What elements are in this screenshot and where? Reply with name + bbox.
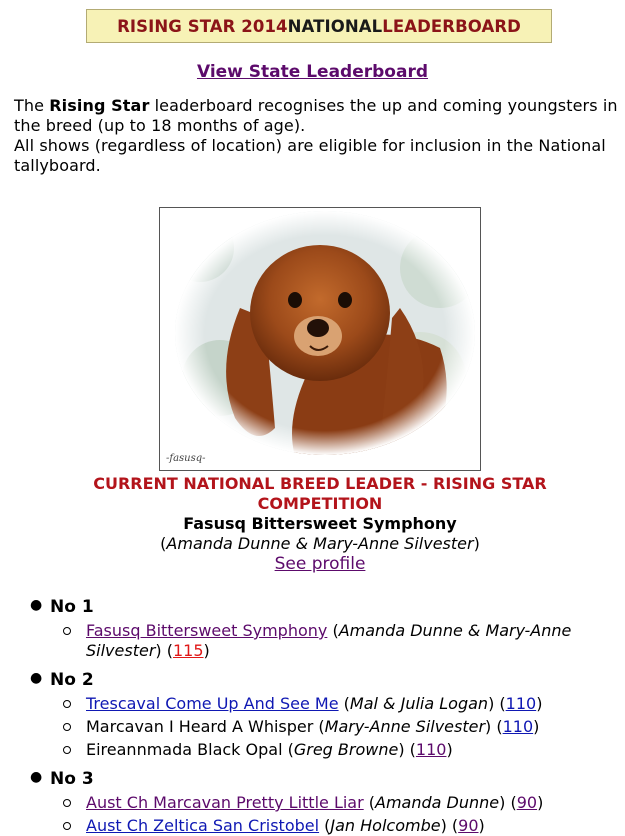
bullet-icon: ● xyxy=(30,597,43,613)
circle-bullet-icon xyxy=(63,822,71,830)
dog-link[interactable]: Aust Ch Marcavan Pretty Little Liar xyxy=(86,793,364,812)
dog-name: Eireannmada Black Opal xyxy=(86,740,283,759)
rank-group xyxy=(30,669,620,760)
title-part-3: LEADERBOARD xyxy=(382,16,521,36)
owner-text: Amanda Dunne & Mary-Anne Silvester xyxy=(86,621,572,660)
paren: ) ( xyxy=(485,717,503,736)
points-link[interactable]: 110 xyxy=(505,694,537,713)
owners-open-paren: ( xyxy=(160,534,167,553)
paren: ( xyxy=(327,621,339,640)
dog-link[interactable]: Trescaval Come Up And See Me xyxy=(86,694,339,713)
owner-text: Mal & Julia Logan xyxy=(349,694,489,713)
title-part-1: RISING STAR 2014 xyxy=(117,16,288,36)
dog-link[interactable]: Fasusq Bittersweet Symphony xyxy=(86,621,328,640)
points-link[interactable]: 110 xyxy=(415,740,447,759)
page-title xyxy=(86,9,552,43)
circle-bullet-icon xyxy=(63,723,71,731)
owner-text: Greg Browne xyxy=(293,740,399,759)
dog-link[interactable]: Aust Ch Zeltica San Cristobel xyxy=(86,816,320,835)
paren: ) ( xyxy=(440,816,459,835)
paren: ) ( xyxy=(398,740,416,759)
paren: ) xyxy=(536,694,543,713)
rank-entries xyxy=(50,793,620,836)
see-profile-link[interactable]: See profile xyxy=(274,554,366,574)
rank-label: No 3 xyxy=(50,769,94,789)
photo-watermark: -fasusq- xyxy=(166,453,206,464)
owner-text: Amanda Dunne xyxy=(375,793,500,812)
paren: ) ( xyxy=(499,793,517,812)
rank-entries xyxy=(50,621,620,661)
intro-text xyxy=(14,96,622,176)
paren: ) ( xyxy=(155,641,173,660)
paren: ) xyxy=(446,740,453,759)
intro-text-2: leaderboard recognises the up and coming youngsters in the breed (up to 18 months of age). xyxy=(14,96,618,135)
title-part-2: NATIONAL xyxy=(287,16,383,36)
paren: ) xyxy=(537,793,544,812)
paren: ( xyxy=(282,740,294,759)
paren: ( xyxy=(338,694,350,713)
points-link[interactable]: 115 xyxy=(172,641,204,660)
list-item xyxy=(50,740,620,760)
intro-paragraph-1 xyxy=(14,96,622,136)
dog-name: Marcavan I Heard A Whisper xyxy=(86,717,314,736)
owner-text: Mary-Anne Silvester xyxy=(324,717,486,736)
bullet-icon: ● xyxy=(30,670,43,686)
circle-bullet-icon xyxy=(63,799,71,807)
view-state-leaderboard-link[interactable]: View State Leaderboard xyxy=(196,62,429,82)
paren: ) ( xyxy=(488,694,506,713)
list-item xyxy=(50,694,620,714)
rankings-list xyxy=(30,596,620,836)
rank-label: No 2 xyxy=(50,670,94,690)
breed-leader-heading: CURRENT NATIONAL BREED LEADER - RISING STAR COMPETITION xyxy=(93,474,547,513)
leader-dog-photo xyxy=(159,207,481,471)
rank-group xyxy=(30,768,620,836)
dog-illustration xyxy=(160,208,480,470)
rank-group xyxy=(30,596,620,661)
breed-leader-name: Fasusq Bittersweet Symphony xyxy=(183,514,457,533)
list-item xyxy=(50,717,620,737)
intro-text-1: The xyxy=(14,96,50,115)
paren: ) xyxy=(478,816,485,835)
circle-bullet-icon xyxy=(63,627,71,635)
circle-bullet-icon xyxy=(63,746,71,754)
owners-close-paren: ) xyxy=(473,534,480,553)
points-link[interactable]: 90 xyxy=(516,793,538,812)
list-item xyxy=(50,621,620,661)
paren: ( xyxy=(363,793,376,812)
paren: ( xyxy=(319,816,331,835)
paren: ( xyxy=(313,717,325,736)
points-link[interactable]: 90 xyxy=(458,816,479,835)
paren: ) xyxy=(203,641,210,660)
intro-paragraph-2: All shows (regardless of location) are eligible for inclusion in the National tallyboard. xyxy=(14,136,606,175)
points-link[interactable]: 110 xyxy=(502,717,534,736)
intro-bold-rising-star: Rising Star xyxy=(49,96,150,115)
list-item xyxy=(50,793,620,813)
rank-label: No 1 xyxy=(50,597,94,617)
owner-text: Jan Holcombe xyxy=(330,816,441,835)
list-item xyxy=(50,816,620,836)
bullet-icon: ● xyxy=(30,769,43,785)
rank-entries xyxy=(50,694,620,760)
circle-bullet-icon xyxy=(63,700,71,708)
owners-text: Amanda Dunne & Mary-Anne Silvester xyxy=(166,534,474,553)
breed-leader-owners xyxy=(0,534,625,554)
paren: ) xyxy=(533,717,540,736)
